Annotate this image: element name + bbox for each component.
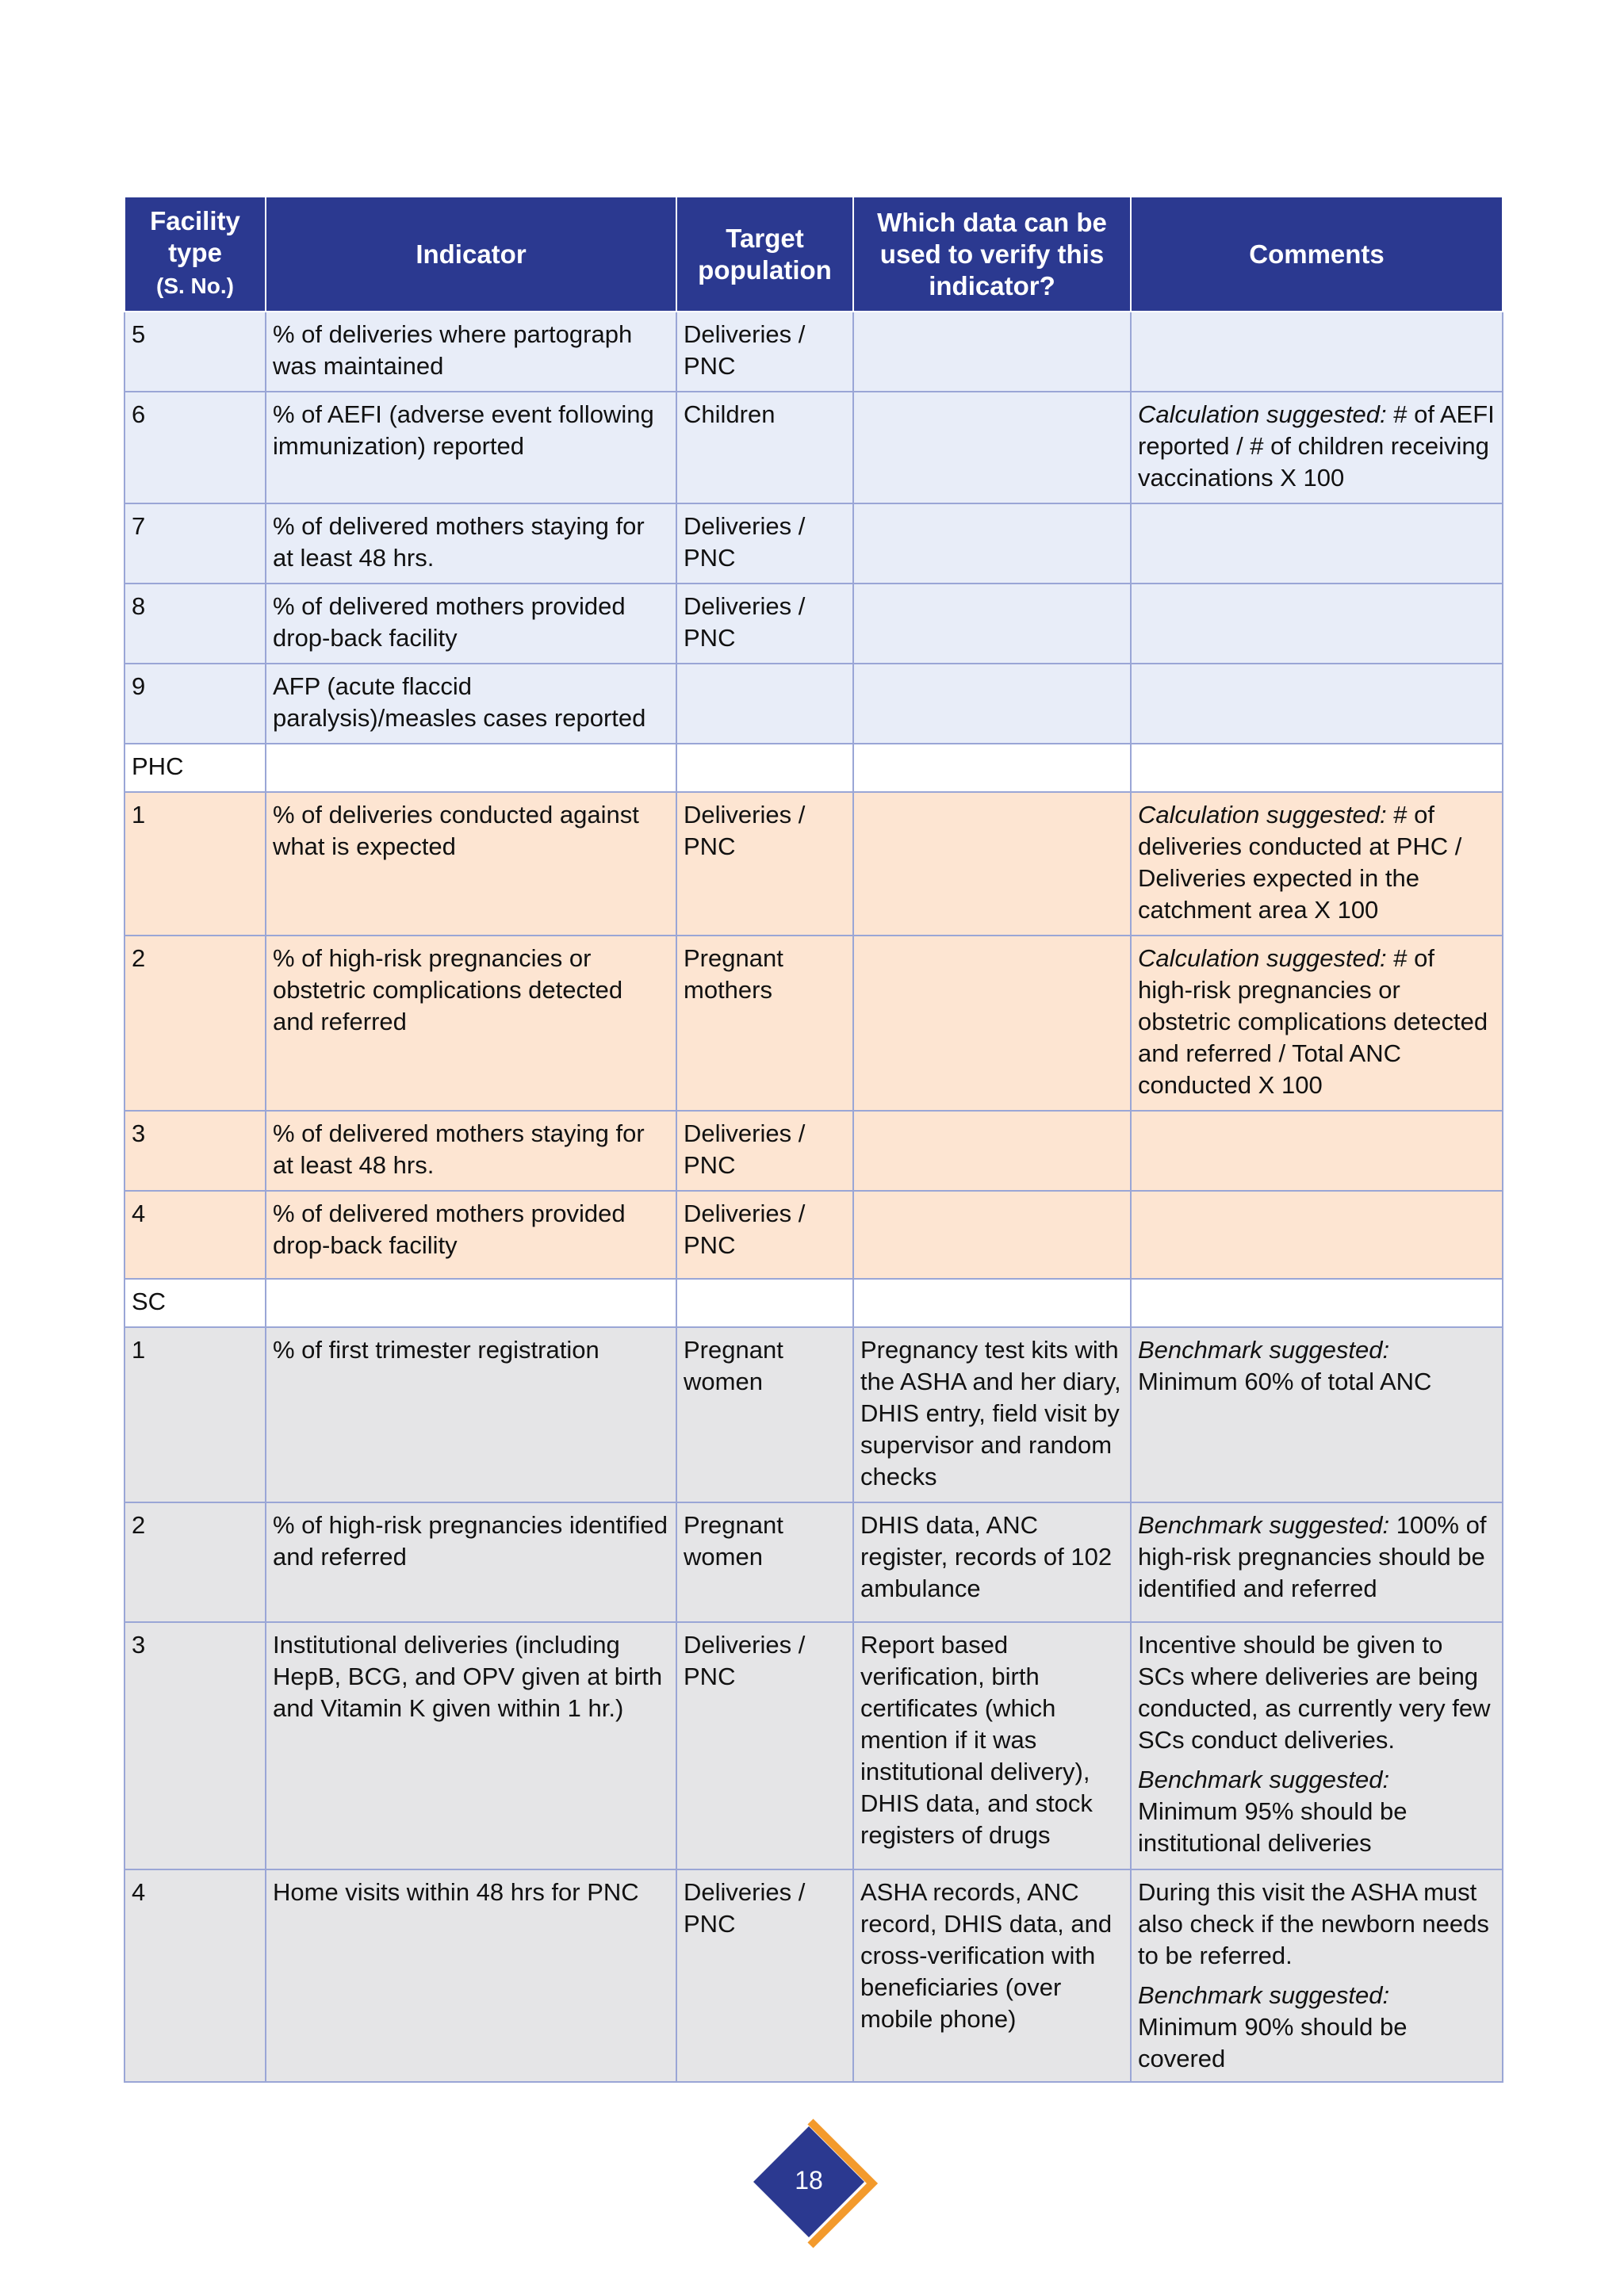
cell-indicator: % of AEFI (adverse event following immunization) reported bbox=[266, 392, 676, 503]
indicator-table bbox=[124, 196, 1503, 2083]
cell-comments bbox=[1131, 664, 1503, 744]
cell-data bbox=[853, 744, 1131, 792]
cell-target: Deliveries / PNC bbox=[676, 1111, 853, 1191]
cell-comments bbox=[1131, 1502, 1503, 1622]
cell-comments bbox=[1131, 1869, 1503, 2082]
comment-text: During this visit the ASHA must also check if the newborn needs to be referred. bbox=[1138, 1878, 1489, 1969]
cell-data: Pregnancy test kits with the ASHA and her diary, DHIS entry, field visit by supervisor and random checks bbox=[853, 1327, 1131, 1502]
cell-data: ASHA records, ANC record, DHIS data, and cross-verification with beneficiaries (over mobile phone) bbox=[853, 1869, 1131, 2082]
cell-data bbox=[853, 1279, 1131, 1327]
cell-target: Children bbox=[676, 392, 853, 503]
section-row-sc bbox=[124, 1279, 1503, 1327]
cell-target bbox=[676, 744, 853, 792]
cell-target: Pregnant women bbox=[676, 1502, 853, 1622]
cell-indicator bbox=[266, 1279, 676, 1327]
cell-target: Deliveries / PNC bbox=[676, 584, 853, 664]
comment-label: Benchmark suggested: bbox=[1138, 1336, 1390, 1364]
cell-comments bbox=[1131, 1622, 1503, 1869]
cell-indicator: % of delivered mothers staying for at least 48 hrs. bbox=[266, 503, 676, 584]
table-row bbox=[124, 503, 1503, 584]
cell-indicator: AFP (acute flaccid paralysis)/measles cases reported bbox=[266, 664, 676, 744]
page-number: 18 bbox=[795, 2166, 823, 2195]
cell-indicator: % of high-risk pregnancies identified and referred bbox=[266, 1502, 676, 1622]
comment-label: Calculation suggested: bbox=[1138, 400, 1387, 428]
table-row bbox=[124, 1111, 1503, 1191]
col-header-comments: Comments bbox=[1131, 197, 1503, 312]
table-row bbox=[124, 584, 1503, 664]
cell-target: Deliveries / PNC bbox=[676, 1869, 853, 2082]
cell-data bbox=[853, 1191, 1131, 1279]
cell-target bbox=[676, 1279, 853, 1327]
cell-data: DHIS data, ANC register, records of 102 ambulance bbox=[853, 1502, 1131, 1622]
facility-type-label: Facility type bbox=[150, 205, 240, 267]
cell-comments bbox=[1131, 503, 1503, 584]
cell-target: Pregnant mothers bbox=[676, 936, 853, 1111]
cell-target: Deliveries / PNC bbox=[676, 1191, 853, 1279]
comment-label: Benchmark suggested: bbox=[1138, 1511, 1390, 1539]
cell-indicator: % of first trimester registration bbox=[266, 1327, 676, 1502]
col-header-indicator: Indicator bbox=[266, 197, 676, 312]
comment-text: # of AEFI reported / # of children receiving vaccinations X 100 bbox=[1138, 400, 1495, 492]
col-header-verify-data: Which data can be used to verify this indicator? bbox=[853, 197, 1131, 312]
cell-indicator: % of delivered mothers provided drop-back facility bbox=[266, 1191, 676, 1279]
comment-benchmark-label: Benchmark suggested: bbox=[1138, 1981, 1390, 2009]
cell-indicator bbox=[266, 744, 676, 792]
cell-comments bbox=[1131, 1327, 1503, 1502]
comment-text: 100% of high-risk pregnancies should be identified and referred bbox=[1138, 1511, 1487, 1602]
cell-sno: 7 bbox=[124, 503, 266, 584]
cell-data bbox=[853, 792, 1131, 936]
cell-indicator: % of deliveries conducted against what is expected bbox=[266, 792, 676, 936]
table-row bbox=[124, 1191, 1503, 1279]
col-header-facility-type bbox=[124, 197, 266, 312]
cell-target bbox=[676, 664, 853, 744]
cell-indicator: Home visits within 48 hrs for PNC bbox=[266, 1869, 676, 2082]
table-row bbox=[124, 1622, 1503, 1869]
section-label: SC bbox=[124, 1279, 266, 1327]
comment-benchmark-text: Minimum 95% should be institutional deliveries bbox=[1138, 1797, 1408, 1857]
cell-indicator: Institutional deliveries (including HepB, BCG, and OPV given at birth and Vitamin K given within 1 hr.) bbox=[266, 1622, 676, 1869]
table-row bbox=[124, 792, 1503, 936]
cell-comments bbox=[1131, 584, 1503, 664]
comment-text: # of high-risk pregnancies or obstetric complications detected and referred / Total ANC conducted X 100 bbox=[1138, 944, 1488, 1099]
cell-sno: 6 bbox=[124, 392, 266, 503]
cell-sno: 3 bbox=[124, 1111, 266, 1191]
comment-text: Minimum 60% of total ANC bbox=[1138, 1368, 1432, 1395]
cell-target: Deliveries / PNC bbox=[676, 1622, 853, 1869]
comment-text: # of deliveries conducted at PHC / Deliveries expected in the catchment area X 100 bbox=[1138, 801, 1462, 924]
cell-sno: 1 bbox=[124, 792, 266, 936]
cell-data bbox=[853, 1111, 1131, 1191]
cell-comments bbox=[1131, 312, 1503, 392]
table-row bbox=[124, 392, 1503, 503]
cell-data bbox=[853, 503, 1131, 584]
table-row bbox=[124, 936, 1503, 1111]
cell-sno: 5 bbox=[124, 312, 266, 392]
comment-label: Calculation suggested: bbox=[1138, 944, 1387, 972]
cell-comments bbox=[1131, 744, 1503, 792]
cell-comments bbox=[1131, 1191, 1503, 1279]
cell-data bbox=[853, 664, 1131, 744]
cell-comments bbox=[1131, 392, 1503, 503]
section-label: PHC bbox=[124, 744, 266, 792]
table-row bbox=[124, 1869, 1503, 2082]
table-row bbox=[124, 1327, 1503, 1502]
cell-data: Report based verification, birth certificates (which mention if it was institutional delivery), DHIS data, and stock registers of drugs bbox=[853, 1622, 1131, 1869]
cell-sno: 2 bbox=[124, 936, 266, 1111]
cell-sno: 8 bbox=[124, 584, 266, 664]
cell-sno: 4 bbox=[124, 1191, 266, 1279]
sno-label: (S. No.) bbox=[156, 273, 234, 298]
cell-data bbox=[853, 392, 1131, 503]
cell-sno: 9 bbox=[124, 664, 266, 744]
section-row-phc bbox=[124, 744, 1503, 792]
cell-comments bbox=[1131, 1111, 1503, 1191]
table-row bbox=[124, 312, 1503, 392]
table-row bbox=[124, 664, 1503, 744]
cell-sno: 4 bbox=[124, 1869, 266, 2082]
cell-comments bbox=[1131, 792, 1503, 936]
comment-text: Incentive should be given to SCs where deliveries are being conducted, as currently very few SCs conduct deliveries. bbox=[1138, 1631, 1491, 1754]
cell-indicator: % of high-risk pregnancies or obstetric complications detected and referred bbox=[266, 936, 676, 1111]
cell-sno: 2 bbox=[124, 1502, 266, 1622]
comment-benchmark-label: Benchmark suggested: bbox=[1138, 1766, 1390, 1793]
page-number-badge bbox=[753, 2117, 888, 2252]
cell-target: Deliveries / PNC bbox=[676, 312, 853, 392]
cell-indicator: % of delivered mothers staying for at least 48 hrs. bbox=[266, 1111, 676, 1191]
cell-target: Pregnant women bbox=[676, 1327, 853, 1502]
cell-data bbox=[853, 584, 1131, 664]
table-row bbox=[124, 1502, 1503, 1622]
cell-indicator: % of delivered mothers provided drop-back facility bbox=[266, 584, 676, 664]
cell-comments bbox=[1131, 936, 1503, 1111]
cell-indicator: % of deliveries where partograph was maintained bbox=[266, 312, 676, 392]
cell-data bbox=[853, 936, 1131, 1111]
cell-target: Deliveries / PNC bbox=[676, 792, 853, 936]
cell-sno: 3 bbox=[124, 1622, 266, 1869]
cell-data bbox=[853, 312, 1131, 392]
col-header-target-population: Target population bbox=[676, 197, 853, 312]
cell-sno: 1 bbox=[124, 1327, 266, 1502]
comment-benchmark-text: Minimum 90% should be covered bbox=[1138, 2013, 1408, 2072]
comment-label: Calculation suggested: bbox=[1138, 801, 1387, 828]
cell-comments bbox=[1131, 1279, 1503, 1327]
cell-target: Deliveries / PNC bbox=[676, 503, 853, 584]
